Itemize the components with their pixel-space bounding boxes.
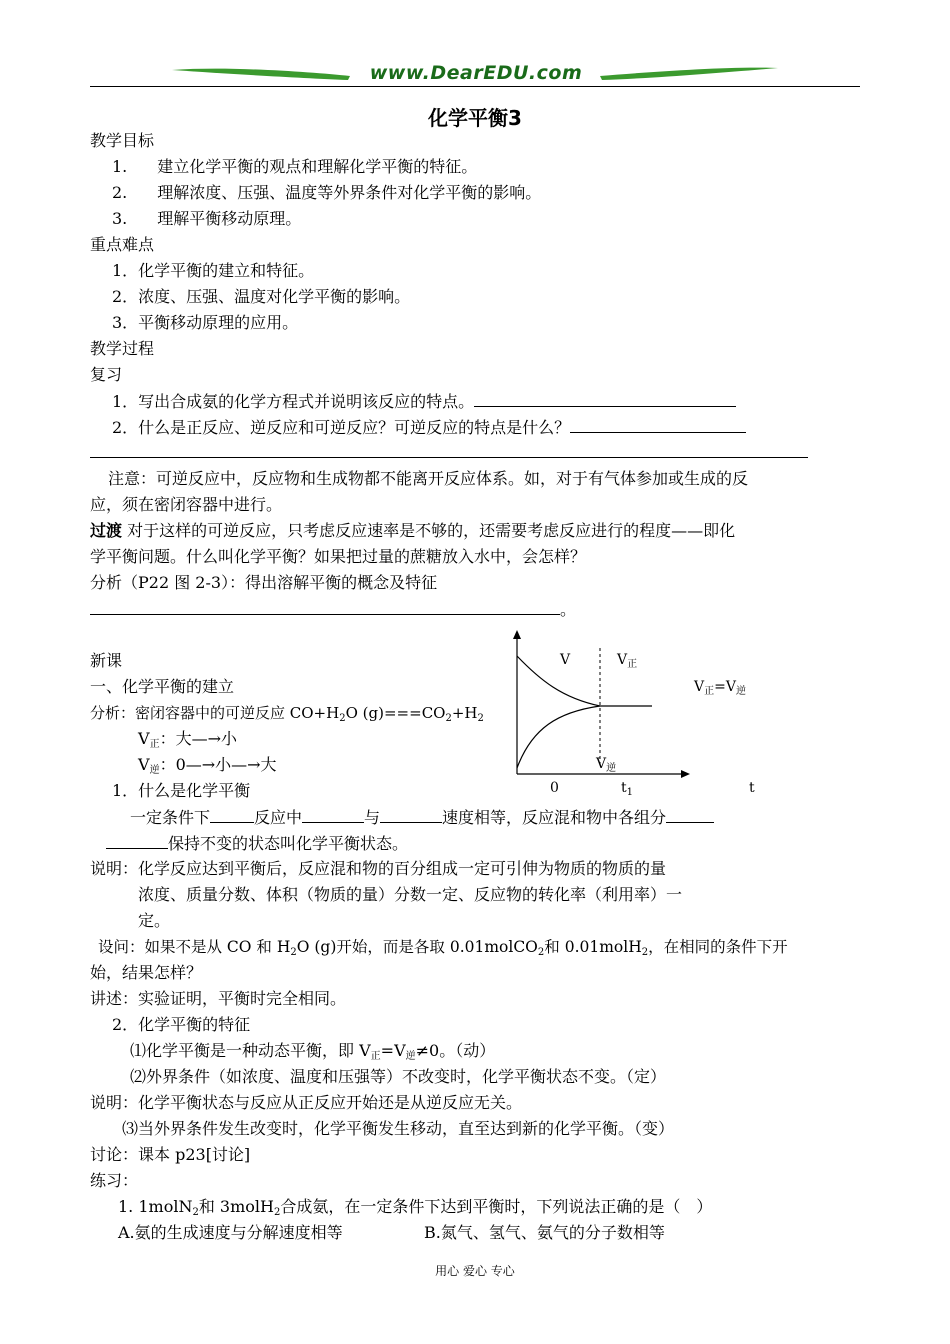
ask-text: 和 0.01molH <box>544 938 642 956</box>
q1-heading: 1．什么是化学平衡 <box>112 781 251 800</box>
def-text: 保持不变的状态叫化学平衡状态。 <box>168 834 409 853</box>
explanation-2: 浓度、质量分数、体积（物质的量）分数一定、反应物的转化率（利用率）一 <box>138 885 683 904</box>
ask-text: 设问：如果不是从 CO 和 H <box>98 938 291 956</box>
answer-blank[interactable] <box>106 833 168 849</box>
feature-1 <box>130 1041 495 1067</box>
site-url[interactable]: www.DearEDU.com <box>369 62 583 84</box>
review-heading: 复习 <box>90 365 123 384</box>
subscript: 2 <box>477 713 484 724</box>
practice-question-1 <box>118 1197 712 1223</box>
v-letter: V <box>138 755 150 774</box>
subscript: 2 <box>290 947 297 958</box>
practice-heading: 练习： <box>90 1171 139 1190</box>
v-letter: V <box>138 729 150 748</box>
objective-num: 3. <box>112 209 128 228</box>
practice-text: 1. 1molN <box>118 1197 193 1216</box>
section1-heading: 一、化学平衡的建立 <box>90 677 235 696</box>
process-heading: 教学过程 <box>90 339 155 358</box>
ask-text: O (g)开始，而是各取 0.01molCO <box>296 938 538 956</box>
answer-blank[interactable] <box>380 807 442 823</box>
question-ask-1 <box>98 937 788 963</box>
page-footer: 用心 爱心 专心 <box>435 1264 515 1278</box>
plot-label-v-ni <box>596 756 616 774</box>
keypoint-2: 2．浓度、压强、温度对化学平衡的影响。 <box>112 287 411 306</box>
objective-num: 1. <box>112 157 128 176</box>
keypoint-1: 1．化学平衡的建立和特征。 <box>112 261 315 280</box>
plot-label-sub: 1 <box>626 787 634 798</box>
feature-2: ⑵外界条件（如浓度、温度和压强等）不改变时，化学平衡状态不变。（定） <box>130 1067 667 1086</box>
objective-2 <box>112 183 541 203</box>
page-title: 化学平衡3 <box>428 106 522 130</box>
definition-line-2 <box>106 833 408 854</box>
lecture-text: 讲述：实验证明，平衡时完全相同。 <box>90 989 347 1008</box>
v-zheng-change <box>138 729 237 755</box>
reaction-text: 分析：密闭容器中的可逆反应 CO+H <box>90 704 340 722</box>
feature-text: ⑴化学平衡是一种动态平衡，即 V <box>130 1041 371 1060</box>
header-rule <box>90 86 860 87</box>
objective-3 <box>112 209 301 229</box>
answer-blank[interactable] <box>666 807 714 823</box>
review-note-2: 应，须在密闭容器中进行。 <box>90 495 283 514</box>
answer-blank-line[interactable] <box>90 442 808 458</box>
analysis-answer-line <box>90 599 576 620</box>
feature-text: ≠0。（动） <box>415 1041 496 1060</box>
plot-label-letter: V <box>596 756 607 772</box>
feature-text: =V <box>380 1041 406 1060</box>
plot-label-sub: 逆 <box>735 686 746 697</box>
subscript: 2 <box>445 713 452 724</box>
explain-text: 化学反应达到平衡后，反应混和物的百分组成一定可引伸为物质的物质的量 <box>138 859 667 878</box>
def-text: 一定条件下 <box>130 808 211 827</box>
transition-label: 过渡 <box>90 521 123 540</box>
plot-label-eq: =V <box>714 679 736 695</box>
review-question-2 <box>112 417 746 438</box>
answer-blank[interactable] <box>474 391 736 407</box>
answer-blank[interactable] <box>570 417 746 433</box>
practice-text: 和 3molH <box>198 1197 274 1216</box>
plot-t-axis: t <box>749 780 755 796</box>
review-q2-text: 2．什么是正反应、逆反应和可逆反应？可逆反应的特点是什么？ <box>112 418 571 437</box>
plot-label-v-zheng <box>617 652 637 670</box>
plot-label-letter: t <box>621 780 627 796</box>
question-ask-2: 始，结果怎样？ <box>90 963 203 982</box>
reaction-text: ===CO <box>383 704 446 722</box>
new-lesson-heading: 新课 <box>90 651 123 670</box>
plot-origin: 0 <box>550 780 559 796</box>
change-text: ：0—→小—→大 <box>159 755 277 774</box>
answer-blank[interactable] <box>302 807 364 823</box>
reaction-text: (g) <box>362 704 384 722</box>
transition-text: 对于这样的可逆反应，只考虑反应速率是不够的，还需要考虑反应进行的程度——即化 <box>127 521 736 540</box>
plot-label-sub: 正 <box>627 659 638 670</box>
objective-text: 理解浓度、压强、温度等外界条件对化学平衡的影响。 <box>157 183 542 202</box>
answer-blank[interactable] <box>210 807 254 823</box>
feature-3: ⑶当外界条件发生改变时，化学平衡发生移动，直至达到新的化学平衡。（变） <box>122 1119 675 1138</box>
reaction-text: +H <box>451 704 478 722</box>
def-text: 速度相等，反应混和物中各组分 <box>442 808 667 827</box>
review-note-1: 注意：可逆反应中，反应物和生成物都不能离开反应体系。如，对于有气体参加或生成的反 <box>108 469 749 488</box>
practice-option-a[interactable]: A.氨的生成速度与分解速度相等 <box>118 1223 343 1242</box>
end-mark: 。 <box>560 600 577 619</box>
reaction-analysis <box>90 703 484 729</box>
subscript: 2 <box>273 1207 281 1218</box>
keypoints-heading: 重点难点 <box>90 235 155 254</box>
subscript: 逆 <box>149 765 160 776</box>
review-question-1 <box>112 391 736 412</box>
plot-label-letter: V <box>617 652 628 668</box>
subscript: 正 <box>370 1051 381 1062</box>
plot-label-sub: 逆 <box>606 763 617 774</box>
practice-text: 合成氨，在一定条件下达到平衡时，下列说法正确的是（ ） <box>280 1197 713 1216</box>
objective-text: 建立化学平衡的观点和理解化学平衡的特征。 <box>157 157 478 176</box>
review-q1-text: 1．写出合成氨的化学方程式并说明该反应的特点。 <box>112 392 475 411</box>
reaction-text: O <box>345 704 358 722</box>
ask-text: ，在相同的条件下开 <box>648 938 788 956</box>
subscript: 正 <box>149 739 160 750</box>
explain-label: 说明： <box>90 859 139 878</box>
subscript: 2 <box>339 713 346 724</box>
change-text: ：大—→小 <box>159 729 237 748</box>
objective-1 <box>112 157 477 177</box>
plot-t1 <box>621 780 633 798</box>
q2-heading: 2．化学平衡的特征 <box>112 1015 251 1034</box>
plot-label-letter: V <box>694 679 705 695</box>
subscript: 逆 <box>405 1051 416 1062</box>
keypoint-3: 3．平衡移动原理的应用。 <box>112 313 299 332</box>
transition-line-2: 学平衡问题。什么叫化学平衡？如果把过量的蔗糖放入水中，会怎样？ <box>90 547 587 566</box>
answer-blank[interactable] <box>90 599 560 615</box>
plot-label-sub: 正 <box>704 686 715 697</box>
explanation-1 <box>90 859 666 879</box>
transition-analysis: 分析（P22 图 2-3）：得出溶解平衡的概念及特征 <box>90 573 438 592</box>
explanation-b: 说明：化学平衡状态与反应从正反应开始还是从逆反应无关。 <box>90 1093 523 1112</box>
plot-label-equal <box>694 679 746 697</box>
practice-option-b[interactable]: B.氮气、氢气、氨气的分子数相等 <box>424 1223 665 1242</box>
plot-label-v: V <box>560 652 571 668</box>
discussion: 讨论：课本 p23[讨论] <box>90 1145 251 1164</box>
objective-text: 理解平衡移动原理。 <box>157 209 302 228</box>
explanation-3: 定。 <box>138 911 171 930</box>
objectives-heading: 教学目标 <box>90 131 155 150</box>
v-ni-change <box>138 755 277 781</box>
transition-line-1 <box>90 521 735 541</box>
definition-line-1 <box>130 807 714 828</box>
objective-num: 2. <box>112 183 128 202</box>
subscript: 2 <box>192 1207 199 1218</box>
def-text: 与 <box>364 808 381 827</box>
def-text: 反应中 <box>254 808 303 827</box>
subscript: 2 <box>537 947 545 958</box>
subscript: 2 <box>641 947 649 958</box>
